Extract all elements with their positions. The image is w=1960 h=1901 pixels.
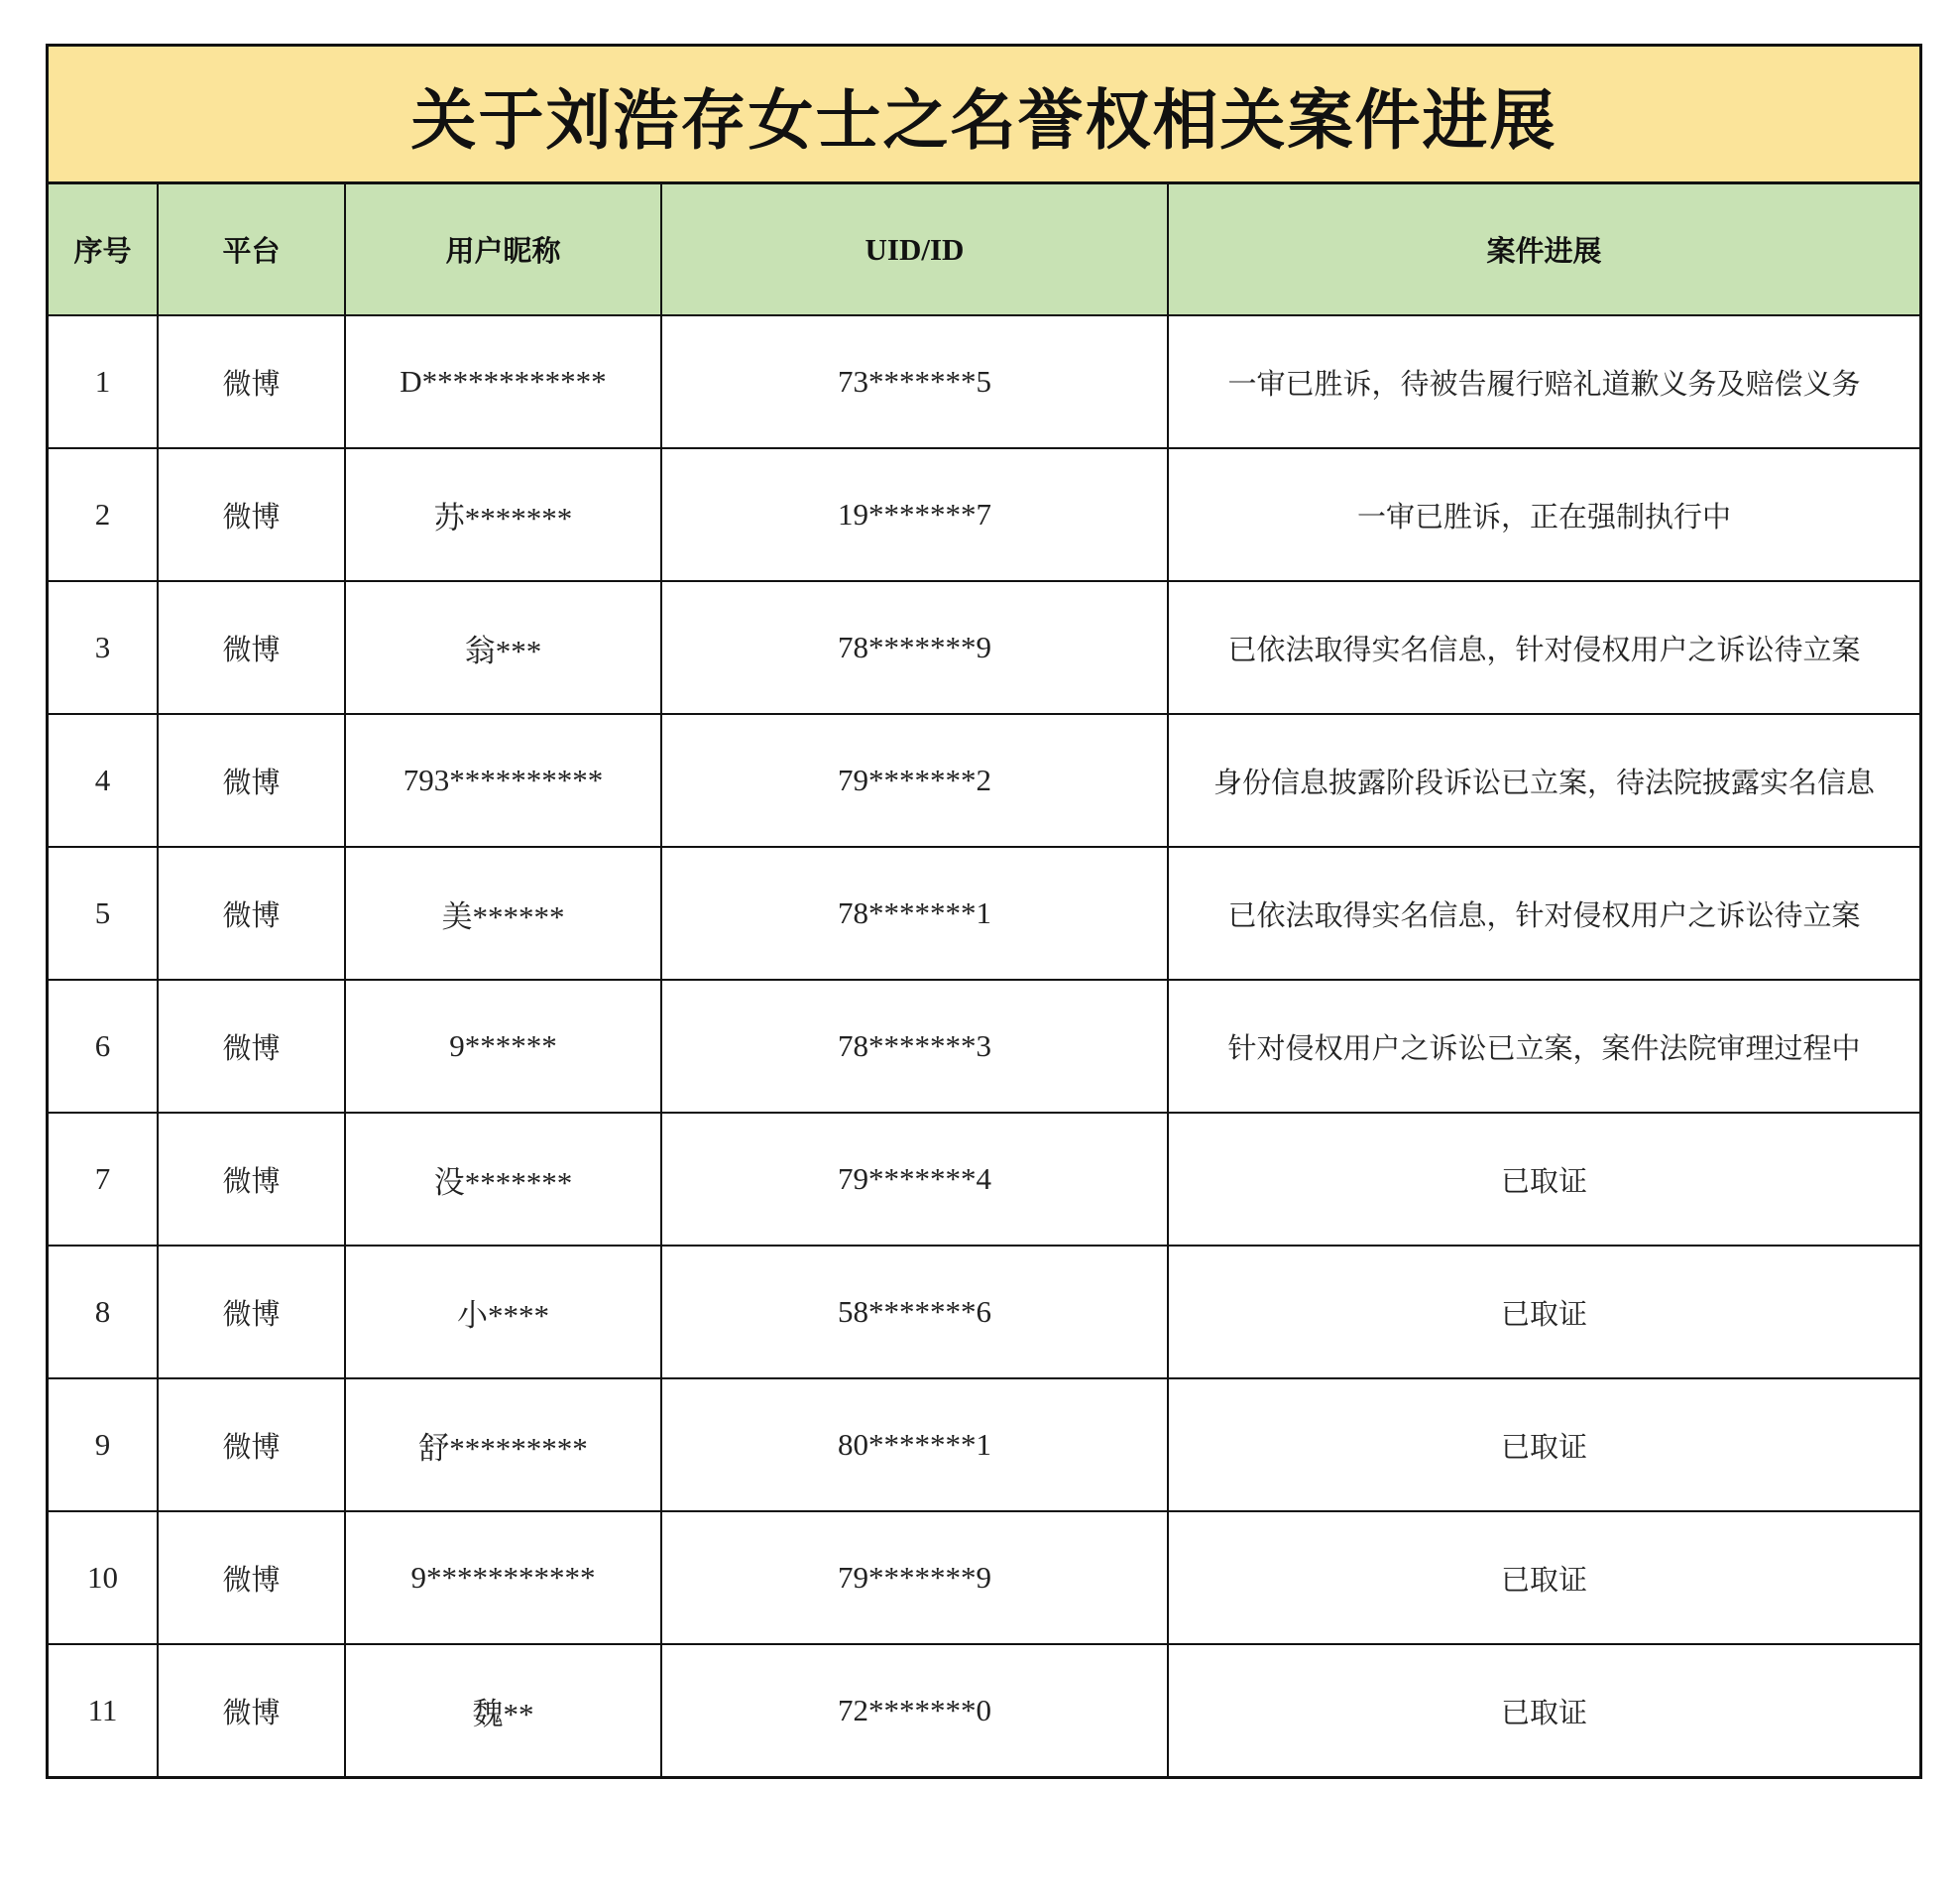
cell-platform: 微博 bbox=[158, 315, 345, 448]
cell-no: 9 bbox=[49, 1378, 158, 1511]
cell-nickname: 美****** bbox=[345, 847, 661, 980]
table-row bbox=[49, 581, 1919, 714]
cell-nickname: 793********** bbox=[345, 714, 661, 847]
header-row bbox=[49, 184, 1919, 315]
table-row bbox=[49, 980, 1919, 1113]
cell-nickname: 没******* bbox=[345, 1113, 661, 1246]
cell-nickname: 苏******* bbox=[345, 448, 661, 581]
cell-uid: 79*******2 bbox=[661, 714, 1168, 847]
cell-progress: 一审已胜诉，正在强制执行中 bbox=[1168, 448, 1919, 581]
cell-progress: 已取证 bbox=[1168, 1246, 1919, 1378]
cell-platform: 微博 bbox=[158, 1644, 345, 1776]
table-row bbox=[49, 315, 1919, 448]
cell-progress: 已取证 bbox=[1168, 1378, 1919, 1511]
cell-progress: 身份信息披露阶段诉讼已立案，待法院披露实名信息 bbox=[1168, 714, 1919, 847]
header-nickname: 用户昵称 bbox=[345, 184, 661, 315]
cell-platform: 微博 bbox=[158, 1246, 345, 1378]
cell-nickname: 魏** bbox=[345, 1644, 661, 1776]
cell-no: 6 bbox=[49, 980, 158, 1113]
table-row bbox=[49, 714, 1919, 847]
header-progress: 案件进展 bbox=[1168, 184, 1919, 315]
cell-no: 1 bbox=[49, 315, 158, 448]
cell-uid: 79*******4 bbox=[661, 1113, 1168, 1246]
cell-uid: 78*******3 bbox=[661, 980, 1168, 1113]
cell-platform: 微博 bbox=[158, 714, 345, 847]
cell-no: 3 bbox=[49, 581, 158, 714]
table-row bbox=[49, 847, 1919, 980]
cell-uid: 72*******0 bbox=[661, 1644, 1168, 1776]
cell-nickname: 翁*** bbox=[345, 581, 661, 714]
cell-progress: 已依法取得实名信息，针对侵权用户之诉讼待立案 bbox=[1168, 847, 1919, 980]
cell-platform: 微博 bbox=[158, 581, 345, 714]
cell-nickname: 9*********** bbox=[345, 1511, 661, 1644]
cell-nickname: 9****** bbox=[345, 980, 661, 1113]
cell-uid: 80*******1 bbox=[661, 1378, 1168, 1511]
cell-uid: 19*******7 bbox=[661, 448, 1168, 581]
cell-progress: 已取证 bbox=[1168, 1113, 1919, 1246]
cell-no: 5 bbox=[49, 847, 158, 980]
cell-progress: 已取证 bbox=[1168, 1511, 1919, 1644]
cell-uid: 78*******9 bbox=[661, 581, 1168, 714]
table-row bbox=[49, 448, 1919, 581]
cell-no: 11 bbox=[49, 1644, 158, 1776]
case-progress-table bbox=[46, 44, 1922, 1779]
cell-platform: 微博 bbox=[158, 1511, 345, 1644]
header-no: 序号 bbox=[49, 184, 158, 315]
case-table bbox=[49, 184, 1919, 1776]
cell-progress: 已依法取得实名信息，针对侵权用户之诉讼待立案 bbox=[1168, 581, 1919, 714]
table-title: 关于刘浩存女士之名誉权相关案件进展 bbox=[49, 47, 1919, 184]
header-platform: 平台 bbox=[158, 184, 345, 315]
cell-nickname: 舒********* bbox=[345, 1378, 661, 1511]
cell-no: 7 bbox=[49, 1113, 158, 1246]
cell-no: 4 bbox=[49, 714, 158, 847]
cell-progress: 针对侵权用户之诉讼已立案，案件法院审理过程中 bbox=[1168, 980, 1919, 1113]
cell-no: 8 bbox=[49, 1246, 158, 1378]
cell-uid: 79*******9 bbox=[661, 1511, 1168, 1644]
table-row bbox=[49, 1378, 1919, 1511]
table-row bbox=[49, 1113, 1919, 1246]
table-row bbox=[49, 1246, 1919, 1378]
cell-platform: 微博 bbox=[158, 847, 345, 980]
cell-uid: 73*******5 bbox=[661, 315, 1168, 448]
cell-platform: 微博 bbox=[158, 980, 345, 1113]
table-row bbox=[49, 1644, 1919, 1776]
cell-no: 10 bbox=[49, 1511, 158, 1644]
table-row bbox=[49, 1511, 1919, 1644]
cell-platform: 微博 bbox=[158, 1378, 345, 1511]
cell-uid: 78*******1 bbox=[661, 847, 1168, 980]
cell-nickname: 小**** bbox=[345, 1246, 661, 1378]
cell-no: 2 bbox=[49, 448, 158, 581]
cell-platform: 微博 bbox=[158, 448, 345, 581]
cell-uid: 58*******6 bbox=[661, 1246, 1168, 1378]
cell-nickname: D************ bbox=[345, 315, 661, 448]
cell-platform: 微博 bbox=[158, 1113, 345, 1246]
cell-progress: 已取证 bbox=[1168, 1644, 1919, 1776]
cell-progress: 一审已胜诉，待被告履行赔礼道歉义务及赔偿义务 bbox=[1168, 315, 1919, 448]
header-uid: UID/ID bbox=[661, 184, 1168, 315]
